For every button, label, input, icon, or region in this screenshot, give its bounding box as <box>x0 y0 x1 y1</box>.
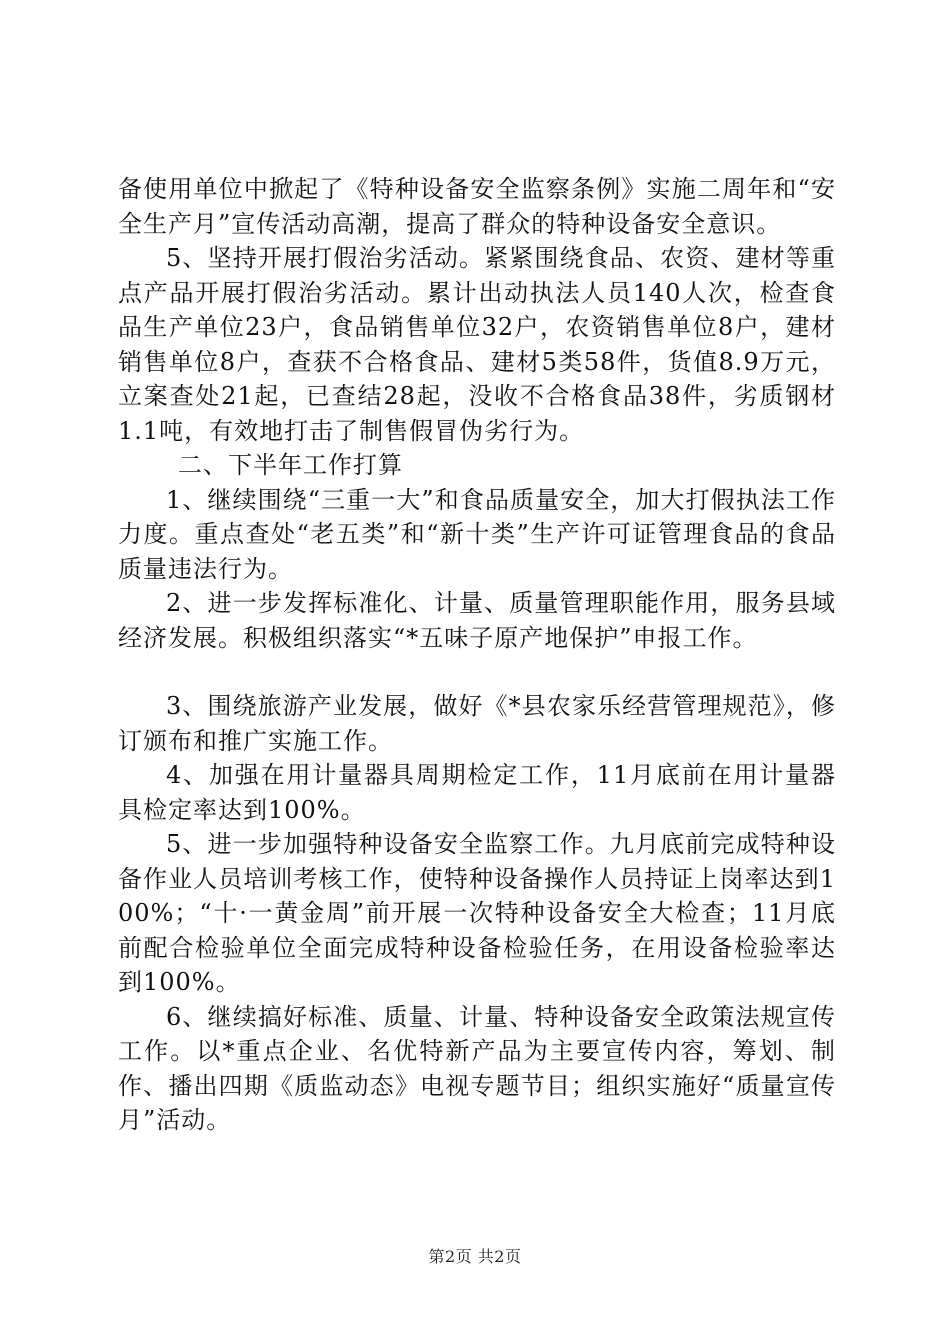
section-heading-second-half-plan: 二、下半年工作打算 <box>178 451 403 479</box>
paragraph-item-5-anti-counterfeit: 5、坚持开展打假治劣活动。紧紧围绕食品、农资、建材等重点产品开展打假治劣活动。累计出动执法人员140人次，检查食品生产单位23户，食品销售单位32户，农资销售单位8户，建材销售单位8户，查获不合格食品、建材5类58件，货值8.9万元，立案查处21起，已查结28起，没收不合格食品38件，劣质钢材1.1吨，有效地打击了制售假冒伪劣行为。 <box>118 244 836 445</box>
paragraph-plan-item-4: 4、加强在用计量器具周期检定工作，11月底前在用计量器具检定率达到100%。 <box>118 761 836 824</box>
paragraph-plan-item-6: 6、继续搞好标准、质量、计量、特种设备安全政策法规宣传工作。以*重点企业、名优特新产品为主要宣传内容，筹划、制作、播出四期《质监动态》电视专题节目；组织实施好“质量宣传月”活动。 <box>118 1002 836 1134</box>
paragraph-plan-item-5: 5、进一步加强特种设备安全监察工作。九月底前完成特种设备作业人员培训考核工作，使特种设备操作人员持证上岗率达到100%；“十·一黄金周”前开展一次特种设备安全大检查；11月底前配合检验单位全面完成特种设备检验任务，在用设备检验率达到100%。 <box>118 830 836 996</box>
paragraph-plan-item-2: 2、进一步发挥标准化、计量、质量管理职能作用，服务县域经济发展。积极组织落实“*五味子原产地保护”申报工作。 <box>118 589 836 652</box>
paragraph-plan-item-1: 1、继续围绕“三重一大”和食品质量安全，加大打假执法工作力度。重点查处“老五类”和“新十类”生产许可证管理食品的食品质量违法行为。 <box>118 485 836 583</box>
paragraph-plan-item-3: 3、围绕旅游产业发展，做好《*县农家乐经营管理规范》，修订颁布和推广实施工作。 <box>118 692 836 755</box>
paragraph-continuation: 备使用单位中掀起了《特种设备安全监察条例》实施二周年和“安全生产月”宣传活动高潮，提高了群众的特种设备安全意识。 <box>118 175 836 238</box>
page-number-footer: 第2页 共2页 <box>428 1247 522 1266</box>
document-body <box>118 172 836 1138</box>
